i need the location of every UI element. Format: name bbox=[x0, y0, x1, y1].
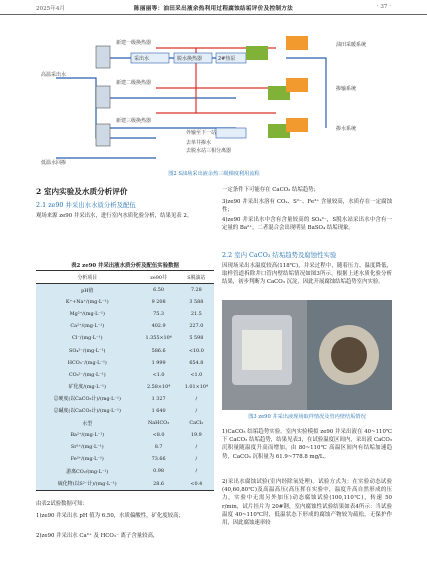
table-cell: 1 640 bbox=[151, 407, 166, 414]
table-cell: Fe³⁺/(mg·L⁻¹) bbox=[70, 456, 104, 463]
table-2-caption: 表2 ze90 井采出液水质分析及配伍实验数据 bbox=[71, 263, 179, 269]
diagram-label: 外输至下一站 bbox=[186, 130, 217, 136]
table-cell: / bbox=[195, 456, 198, 463]
table-cell: 1.355×10⁴ bbox=[145, 335, 172, 342]
subsection-heading: 2.1 ze90 井采出水水质分析及配伍 bbox=[36, 201, 136, 209]
table-row bbox=[36, 308, 214, 320]
figure-3-photo bbox=[222, 300, 392, 410]
diagram-label: 掺输系统 bbox=[336, 86, 357, 92]
table-cell: <8.0 bbox=[152, 432, 165, 439]
header-date: 2025年4月 bbox=[36, 6, 65, 12]
table-cell: 9 208 bbox=[151, 299, 166, 306]
table-row bbox=[36, 441, 214, 453]
table-row bbox=[36, 332, 214, 344]
figure-2-flow-diagram bbox=[36, 18, 392, 168]
section-heading: 2 室内实验及水质分析评价 bbox=[36, 187, 128, 196]
table-cell: 1 999 bbox=[151, 359, 166, 366]
table-cell: 7.28 bbox=[190, 287, 202, 294]
diagram-label: 2#热泵 bbox=[218, 56, 236, 62]
table-cell: 1.01×10⁴ bbox=[184, 383, 208, 390]
diagram-label: 油田采暖系统 bbox=[336, 42, 367, 48]
header-page-number: · 37 · bbox=[376, 4, 391, 10]
table-cell: pH值 bbox=[81, 287, 94, 294]
table-cell: <1.0 bbox=[152, 371, 165, 378]
paragraph: 一定条件下可能存在 CaCO₃ 结垢趋势； bbox=[222, 187, 319, 193]
table-row bbox=[36, 478, 214, 491]
subsection-heading: 2.2 室内 CaCO₃ 结垢趋势及腐蚀性实验 bbox=[222, 251, 337, 259]
diagram-label: 去单井掺水 bbox=[186, 140, 212, 146]
table-cell: NaHCO₃ bbox=[147, 420, 170, 427]
column-header: S脱油站 bbox=[179, 271, 214, 284]
table-cell: 3 588 bbox=[189, 299, 204, 306]
table-cell: CaCl₂ bbox=[189, 420, 204, 427]
diagram-label: 新建三级换热器 bbox=[116, 118, 152, 124]
table-cell: Ba²⁺/(mg·L⁻¹) bbox=[70, 432, 105, 439]
table-row bbox=[36, 429, 214, 441]
table-row bbox=[36, 393, 214, 405]
table-row bbox=[36, 357, 214, 369]
table-cell: <10.0 bbox=[188, 347, 204, 354]
table-cell: 游离CO₂/(mg·L⁻¹) bbox=[66, 468, 109, 475]
table-row bbox=[36, 405, 214, 417]
diagram-label: 采出水 bbox=[134, 56, 150, 62]
table-header-row bbox=[36, 271, 214, 284]
paragraph: 1)ze90 井采出水 pH 值为 6.50，水质偏酸性，矿化度较高； bbox=[36, 513, 184, 519]
diagram-label: 脱水换热器 bbox=[177, 56, 203, 62]
water-quality-table bbox=[36, 270, 214, 491]
table-row bbox=[36, 369, 214, 381]
paragraph: 2)采出水腐蚀试验(室内经除氧处理)。试验方式为：在实验动态试验(40,60,80℃)及高温高压(高压挥在实验中，温度升高自然形成的压力，实验中无需另外加压)动态腐蚀试验(100,110℃)，转速 50 r/min，试片挂片为 20#钢，室内腐蚀性试验结果如表4所示：当试验温度 40~110℃时，低温状态下形成的腐蚀产物较为疏松，无保护作用，因此腐蚀速率较 bbox=[222, 479, 392, 527]
table-cell: 21.5 bbox=[190, 311, 202, 318]
table-cell: 19.9 bbox=[190, 432, 202, 439]
table-cell: 总硬度(以CaCO₃计)/(mg·L⁻¹) bbox=[53, 396, 121, 403]
table-cell: Sr²⁺/(mg·L⁻¹) bbox=[70, 444, 104, 451]
diagram-label: 新建二级换热器 bbox=[116, 80, 152, 86]
table-cell: Mg²⁺/(mg·L⁻¹) bbox=[69, 311, 105, 318]
table-row bbox=[36, 465, 214, 477]
diagram-label: 低温水回掺 bbox=[41, 160, 67, 166]
table-cell: 总碱度(以CaCO₃计)/(mg·L⁻¹) bbox=[53, 408, 121, 415]
diagram-label: 新建一级换热器 bbox=[116, 40, 152, 46]
table-cell: CO₃²⁻/(mg·L⁻¹) bbox=[68, 371, 106, 378]
table-cell: <0.4 bbox=[179, 478, 214, 491]
table-cell: SO₄²⁻/(mg·L⁻¹) bbox=[69, 347, 106, 354]
figure-3-caption: 图3 ze90 井采出液现场取样情况及管内壁结垢情况 bbox=[248, 414, 366, 420]
table-cell: 6.50 bbox=[153, 287, 165, 294]
paragraph: 观场来源 ze90 井采出水，进行室内水质化验分析，结果见表 2。 bbox=[36, 213, 193, 219]
table-cell: / bbox=[195, 407, 198, 414]
column-header: ze90井 bbox=[139, 271, 179, 284]
paragraph: 因现场采出水温度较高(118℃)，并采过程中，随着压力、温度降低，取样管道拆除井口管内壁结垢情况如图3所示。根据上述水质化验分析结果，初步判断为 CaCO₃ 沉淀，因此开展腐蚀结垢趋势室内实验。 bbox=[222, 263, 392, 286]
table-cell: <1.0 bbox=[190, 371, 203, 378]
table-cell: 5 598 bbox=[189, 335, 204, 342]
table-cell: HCO₃⁻/(mg·L⁻¹) bbox=[67, 359, 107, 366]
header-title: 陈丽丽等：油田采出液余热利用过程腐蚀结垢评价及控制方法 bbox=[133, 6, 294, 12]
table-cell: 水型 bbox=[82, 420, 93, 427]
table-cell: 8.7 bbox=[154, 444, 163, 451]
paragraph: 2)ze90 井采出水 Ca²⁺ 及 HCO₃⁻ 离子含量较高， bbox=[36, 533, 159, 539]
table-cell: 402.9 bbox=[151, 323, 166, 330]
table-cell: 0.98 bbox=[153, 468, 165, 475]
table-cell: / bbox=[195, 444, 198, 451]
table-cell: 1 327 bbox=[151, 395, 166, 402]
table-row bbox=[36, 296, 214, 308]
paragraph: 4)ze90 井采出水中含有含量较高的 SO₄²⁻，S脱水站采出水中含有一定量的 Ba²⁺，二者混合会出现明显 BaSO₄ 结垢现象。 bbox=[222, 217, 392, 232]
table-cell: / bbox=[195, 395, 198, 402]
table-row bbox=[36, 453, 214, 465]
diagram-label: 高温采出水 bbox=[41, 72, 67, 78]
table-row bbox=[36, 344, 214, 356]
table-cell: 586.6 bbox=[151, 347, 166, 354]
diagram-label: 去脱水站三相分离器 bbox=[186, 148, 232, 154]
table-row bbox=[36, 381, 214, 393]
paragraph: 1)CaCO₃ 结垢趋势实验。室内实验模拟 ze90 井采出液在 40~110℃下 CaCO₃ 结垢趋势，结果见表3，在试验温度区间内，采出液 CaCO₃ 沉积量随温度升高而增加，由 80~110℃ 高温区间内有结垢加速趋势，CaCO₃ 沉积量为 61.9~778.8 mg/L。 bbox=[222, 429, 392, 460]
paragraph: 3)ze90 井采出水溶有 CO₂、S²⁻、Fe³⁺ 含量较高，水质存在一定腐蚀性； bbox=[222, 199, 392, 214]
table-cell: Ca²⁺/(mg·L⁻¹) bbox=[70, 323, 105, 330]
table-row bbox=[36, 284, 214, 297]
table-cell: 2.58×10⁴ bbox=[147, 383, 171, 390]
table-cell: Cl⁻/(mg·L⁻¹) bbox=[72, 335, 103, 342]
table-row bbox=[36, 417, 214, 429]
table-row bbox=[36, 320, 214, 332]
column-header: 分析项目 bbox=[36, 271, 139, 284]
diagram-label: 掺水系统 bbox=[336, 126, 357, 132]
table-cell: 75.3 bbox=[153, 311, 165, 318]
table-cell: 654.8 bbox=[189, 359, 204, 366]
table-cell: 矿化度/(mg·L⁻¹) bbox=[68, 384, 106, 391]
table-cell: 28.6 bbox=[139, 478, 179, 491]
table-cell: 227.0 bbox=[189, 323, 204, 330]
table-cell: K⁺+Na⁺/(mg·L⁻¹) bbox=[65, 299, 109, 306]
paragraph: 由表2试验数据可知： bbox=[36, 501, 88, 507]
table-cell: 73.66 bbox=[151, 456, 166, 463]
table-cell: 硫化物(以S²⁻计)/(mg·L⁻¹) bbox=[36, 478, 139, 491]
page-header bbox=[0, 0, 427, 15]
figure-2-caption: 图2 S油场采出液余热三级梯度利用流程 bbox=[168, 171, 260, 177]
table-cell: / bbox=[195, 468, 198, 475]
